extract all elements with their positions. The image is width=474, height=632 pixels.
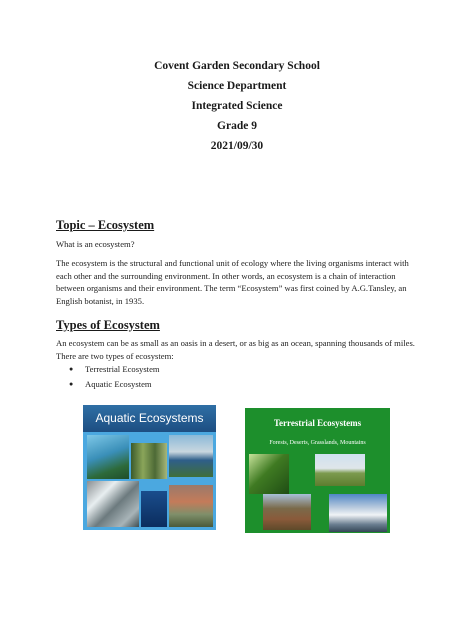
- wetland-photo: [131, 443, 167, 479]
- types-heading: Types of Ecosystem: [56, 318, 160, 332]
- department-name: Science Department: [187, 80, 287, 92]
- types-paragraph: An ecosystem can be as small as an oasis in a desert, or as big as an ocean, spanning thousands of miles. There are two types of ecosystem:: [56, 338, 415, 361]
- desert-photo: [263, 494, 311, 530]
- grade-label: Grade 9: [217, 120, 257, 132]
- list-item: [56, 362, 160, 377]
- island-photo: [87, 435, 129, 479]
- coral-photo: [169, 485, 213, 527]
- bullet-icon: ●: [69, 365, 74, 373]
- underwater-photo: [141, 491, 167, 527]
- date-label: 2021/09/30: [210, 140, 264, 152]
- terrestrial-ecosystems-image: [245, 408, 390, 533]
- aquatic-image-title: Aquatic Ecosystems: [83, 405, 216, 432]
- bullet-icon: ●: [69, 380, 74, 388]
- river-photo: [87, 481, 139, 527]
- topic-paragraph: The ecosystem is the structural and functional unit of ecology where the living organisms interact with each other and the surrounding environment. In other words, an ecosystem is a chain of interaction between organisms and their environment. The term “Ecosystem” was first coined by A.G.Tansley, an English botanist, in 1935.: [56, 258, 409, 306]
- types-list: [56, 362, 160, 392]
- topic-question: What is an ecosystem?: [56, 239, 135, 249]
- grassland-photo: [315, 454, 365, 486]
- terrestrial-image-subtitle: Forests, Deserts, Grasslands, Mountains: [269, 440, 366, 446]
- list-item: [56, 377, 160, 392]
- mountain-photo: [329, 494, 387, 532]
- forest-photo: [249, 454, 289, 494]
- topic-heading: Topic – Ecosystem: [56, 218, 155, 232]
- subject-name: Integrated Science: [191, 100, 283, 112]
- list-item-label: Terrestrial Ecosystem: [85, 364, 160, 374]
- list-item-label: Aquatic Ecosystem: [85, 379, 152, 389]
- document-header: [0, 56, 474, 156]
- aquatic-ecosystems-image: [83, 405, 216, 530]
- school-name: Covent Garden Secondary School: [154, 60, 320, 72]
- terrestrial-image-title: Terrestrial Ecosystems: [273, 418, 362, 428]
- lake-photo: [169, 435, 213, 477]
